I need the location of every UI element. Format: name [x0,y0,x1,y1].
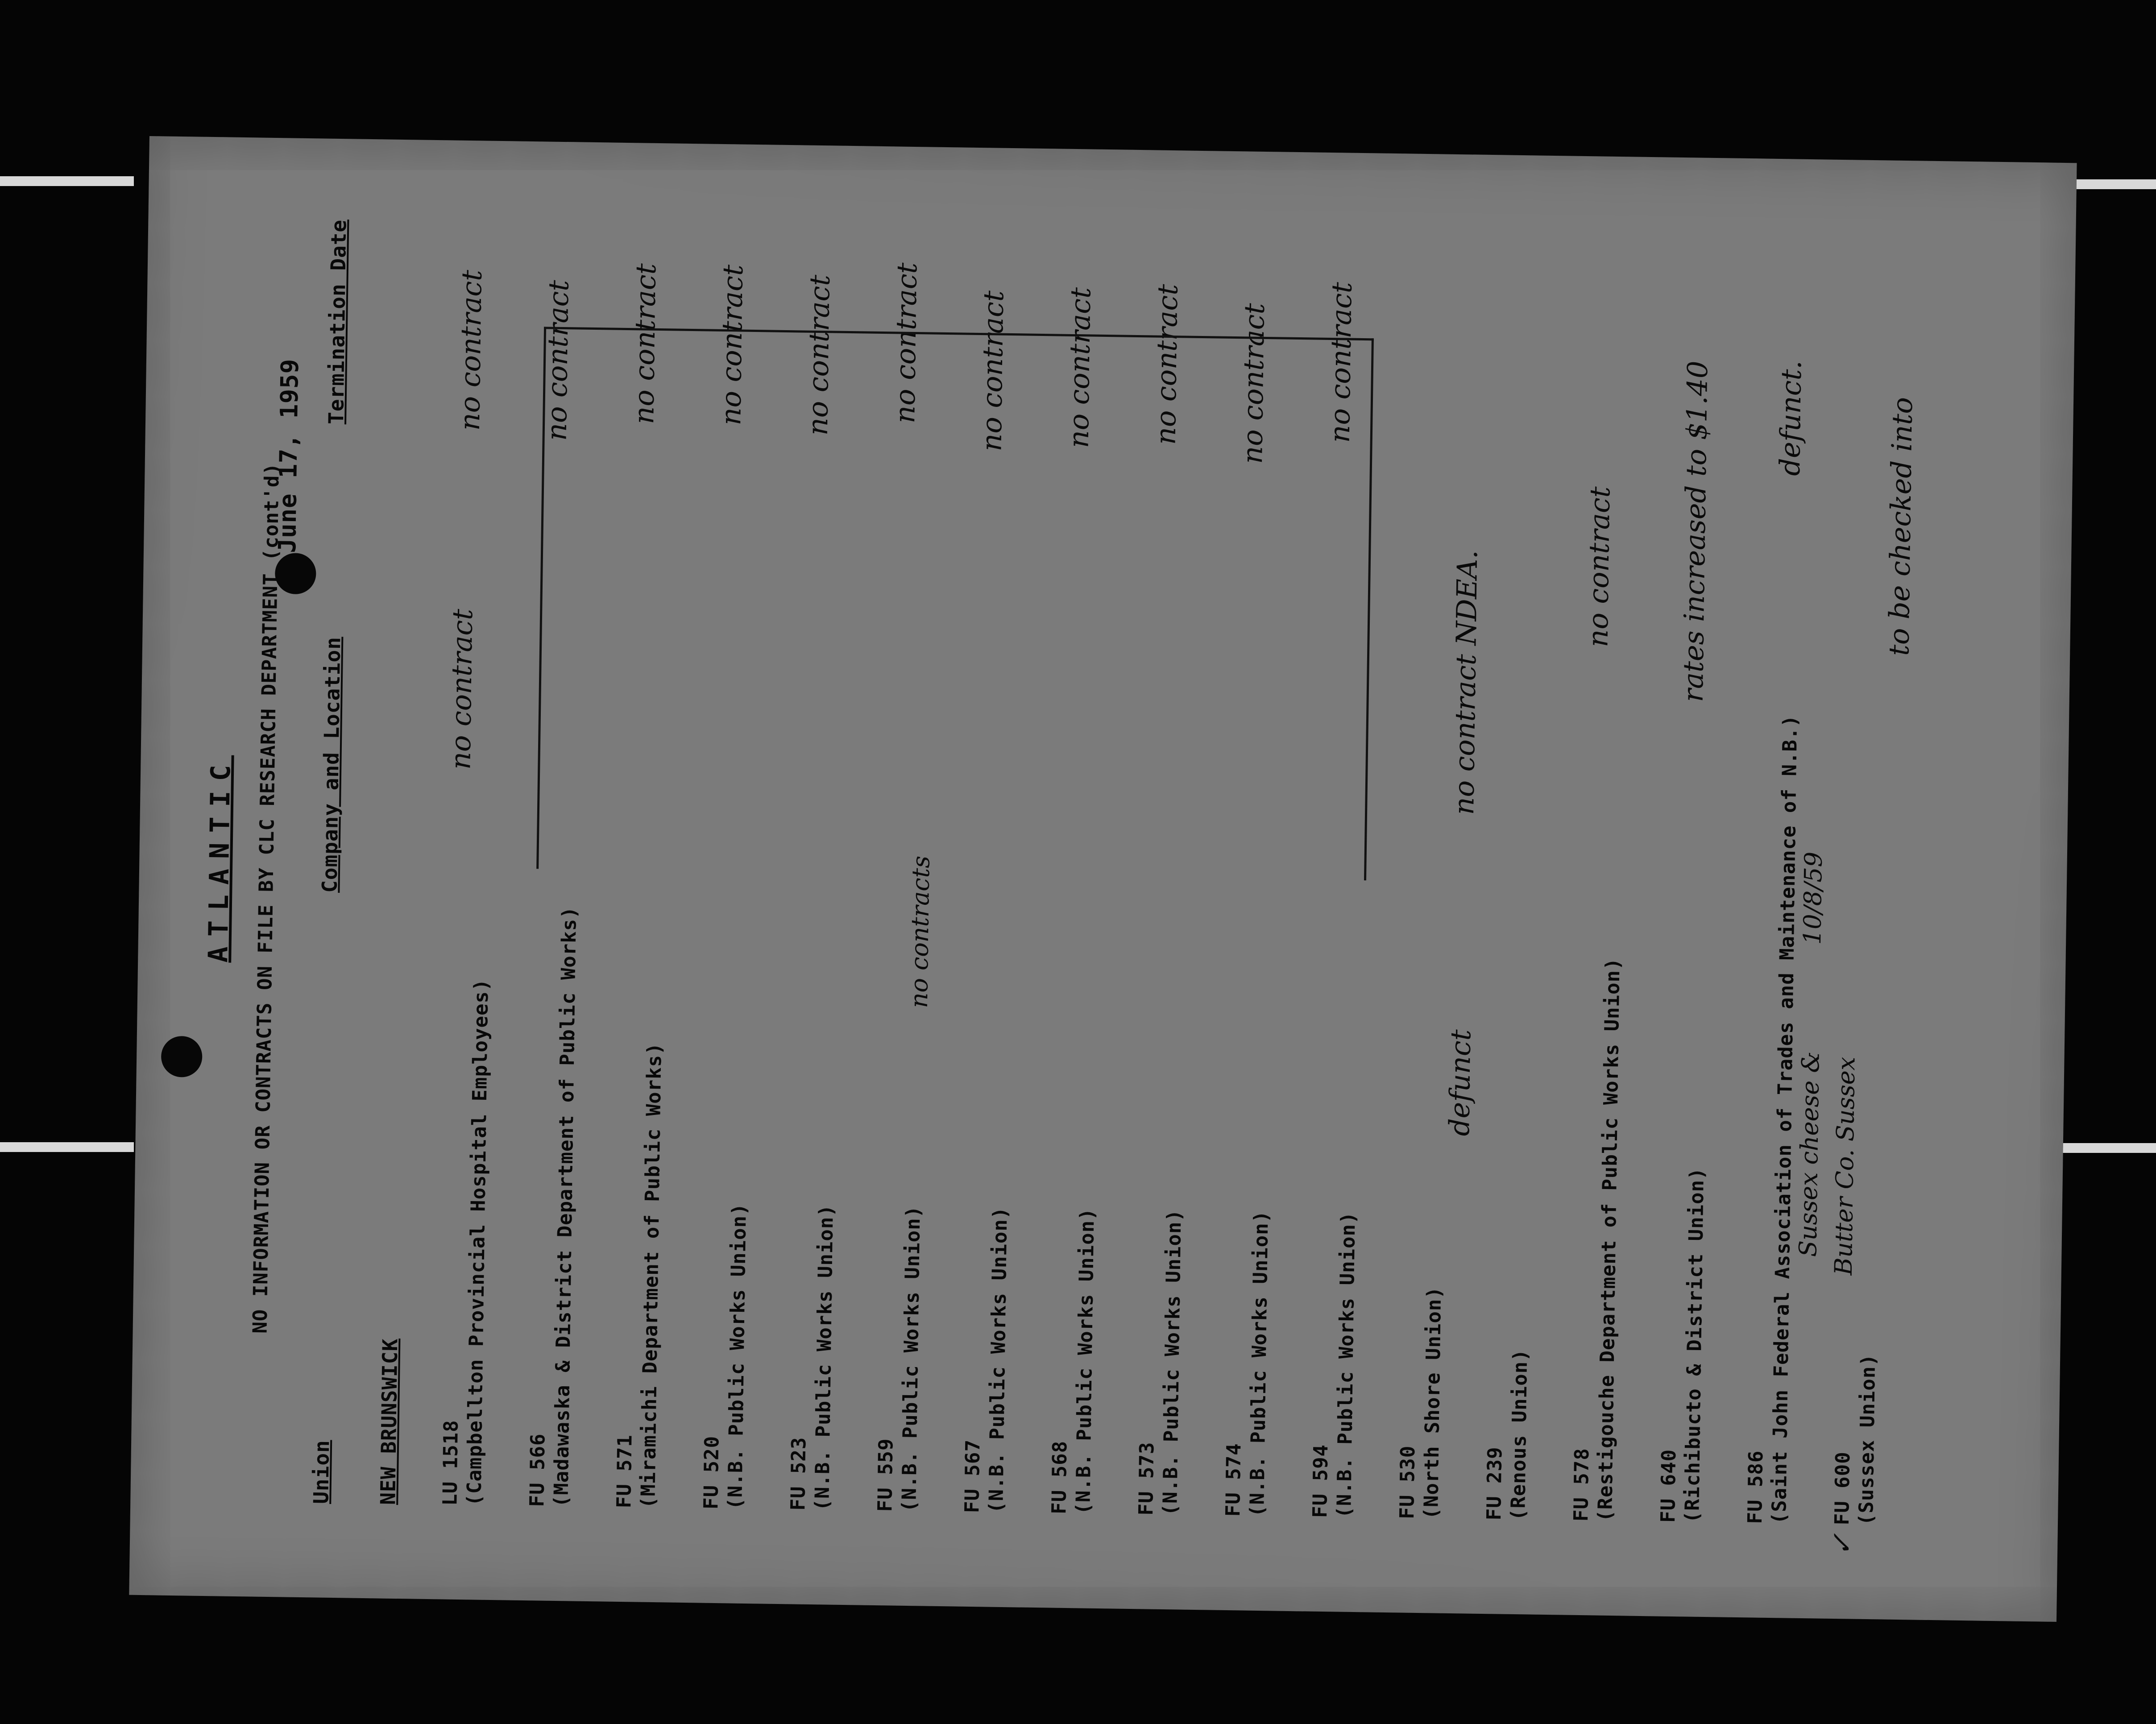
page-subtitle: NO INFORMATION OR CONTRACTS ON FILE BY CLC RESEARCH DEPARTMENT (cont'd) [249,462,284,1334]
column-termination-date: Termination Date [324,219,351,425]
column-union: Union [309,1439,334,1504]
termination-note: no contract [1581,486,1617,647]
entry-name: (Sussex Union) [1854,1353,1880,1526]
entry-code: FU 600 [1830,1451,1855,1525]
entry-code: FU 523 [787,1437,811,1511]
list-item [960,1206,1013,1513]
termination-note: no contract [540,280,575,441]
termination-note: no contract [714,264,750,426]
list-item [1047,1207,1100,1515]
list-item [1656,1167,1709,1523]
termination-note: to be checked into [1882,397,1919,656]
list-item [1221,1210,1274,1517]
entry-name: (N.B. Public Works Union) [811,1204,838,1511]
list-item [1743,714,1803,1525]
entry-name: (Miramichi Department of Public Works) [637,1042,666,1509]
entry-code: FU 568 [1048,1440,1072,1515]
bracket-line [536,327,1374,880]
list-item [699,1202,752,1510]
entry-name: (N.B. Public Works Union) [724,1203,751,1510]
region-banner: ATLANTIC [203,754,237,963]
entry-code: FU 586 [1743,1450,1768,1524]
entry-code: FU 239 [1482,1446,1507,1521]
termination-note: no contract [888,262,924,424]
list-item [1569,957,1625,1522]
document-sheet [129,136,2077,1622]
film-strip-top-right [2075,179,2156,189]
defunct-note: defunct [1443,1029,1477,1136]
sussex-company-line-1: Sussex cheese & [1794,1051,1825,1257]
entry-code: FU 567 [961,1439,985,1513]
film-strip-top-left [0,176,134,186]
entry-name: (Campbellton Provincial Hospital Employees) [463,978,493,1506]
entry-code: FU 640 [1656,1449,1681,1523]
termination-note: no contract NDEA. [1447,550,1484,815]
list-item [786,1204,839,1511]
termination-note: no contract [801,274,836,436]
list-item [438,978,493,1506]
termination-note: no contract [1323,282,1358,443]
rotated-page [129,136,2077,1622]
entry-name: (N.B. Public Works Union) [1072,1207,1099,1515]
film-strip-bottom-left [0,1142,134,1152]
list-item [1395,1286,1447,1520]
sussex-company-line-2: Butter Co. Sussex [1829,1057,1861,1276]
fu586-date-note: 10/8/59 [1798,851,1828,945]
termination-note: defunct. [1773,360,1808,476]
entry-code: FU 566 [526,1433,550,1507]
company-note-lu1518: no contract [444,609,479,770]
termination-note: no contract [1062,287,1097,448]
termination-note: no contract [627,263,663,425]
entry-code: FU 574 [1222,1442,1246,1517]
entry-name: (N.B. Public Works Union) [898,1205,925,1513]
list-item [1482,1348,1533,1521]
fu600-checkmark: ✓ [1825,1533,1858,1557]
list-item [612,1042,667,1508]
entry-name: (N.B. Public Works Union) [985,1206,1012,1514]
entry-name: (Saint John Federal Association of Trades and Maintenance of N.B.) [1767,714,1802,1525]
entry-code: LU 1518 [439,1419,463,1506]
list-item [1134,1209,1187,1516]
list-item [873,1205,926,1513]
entry-name: (N.B. Public Works Union) [1159,1209,1186,1516]
entry-name: (N.B. Public Works Union) [1246,1210,1273,1517]
province-heading: NEW BRUNSWICK [376,1338,402,1505]
entry-code: FU 578 [1569,1447,1594,1522]
entry-code: FU 559 [874,1438,898,1512]
entry-name: (Renous Union) [1506,1348,1532,1521]
termination-note: no contract [1236,303,1271,464]
list-item [1308,1211,1361,1518]
termination-note: no contract [1149,284,1184,445]
entry-code: FU 571 [613,1434,637,1508]
column-company: Company and Location [317,636,345,893]
list-item [525,906,582,1507]
entry-code: FU 520 [700,1435,724,1510]
entry-code: FU 594 [1309,1444,1333,1518]
termination-note: no contract [975,290,1010,452]
entry-code: FU 530 [1395,1445,1420,1520]
entry-name: (Richibucto & District Union) [1680,1167,1709,1523]
entry-name: (N.B. Public Works Union) [1333,1211,1360,1519]
termination-note: rates increased to $1.40 [1676,361,1714,702]
list-item [1830,1353,1881,1525]
entry-name: (North Shore Union) [1419,1286,1446,1520]
entry-name: (Restigouche Department of Public Works Union) [1593,957,1625,1522]
entry-name: (Madawaska & District Department of Public Works) [550,906,581,1508]
termination-note: no contract [453,269,488,431]
memo-date: June 17, 1959 [273,358,304,553]
entry-code: FU 573 [1135,1442,1159,1516]
bracket-note: no contracts [904,855,935,1008]
